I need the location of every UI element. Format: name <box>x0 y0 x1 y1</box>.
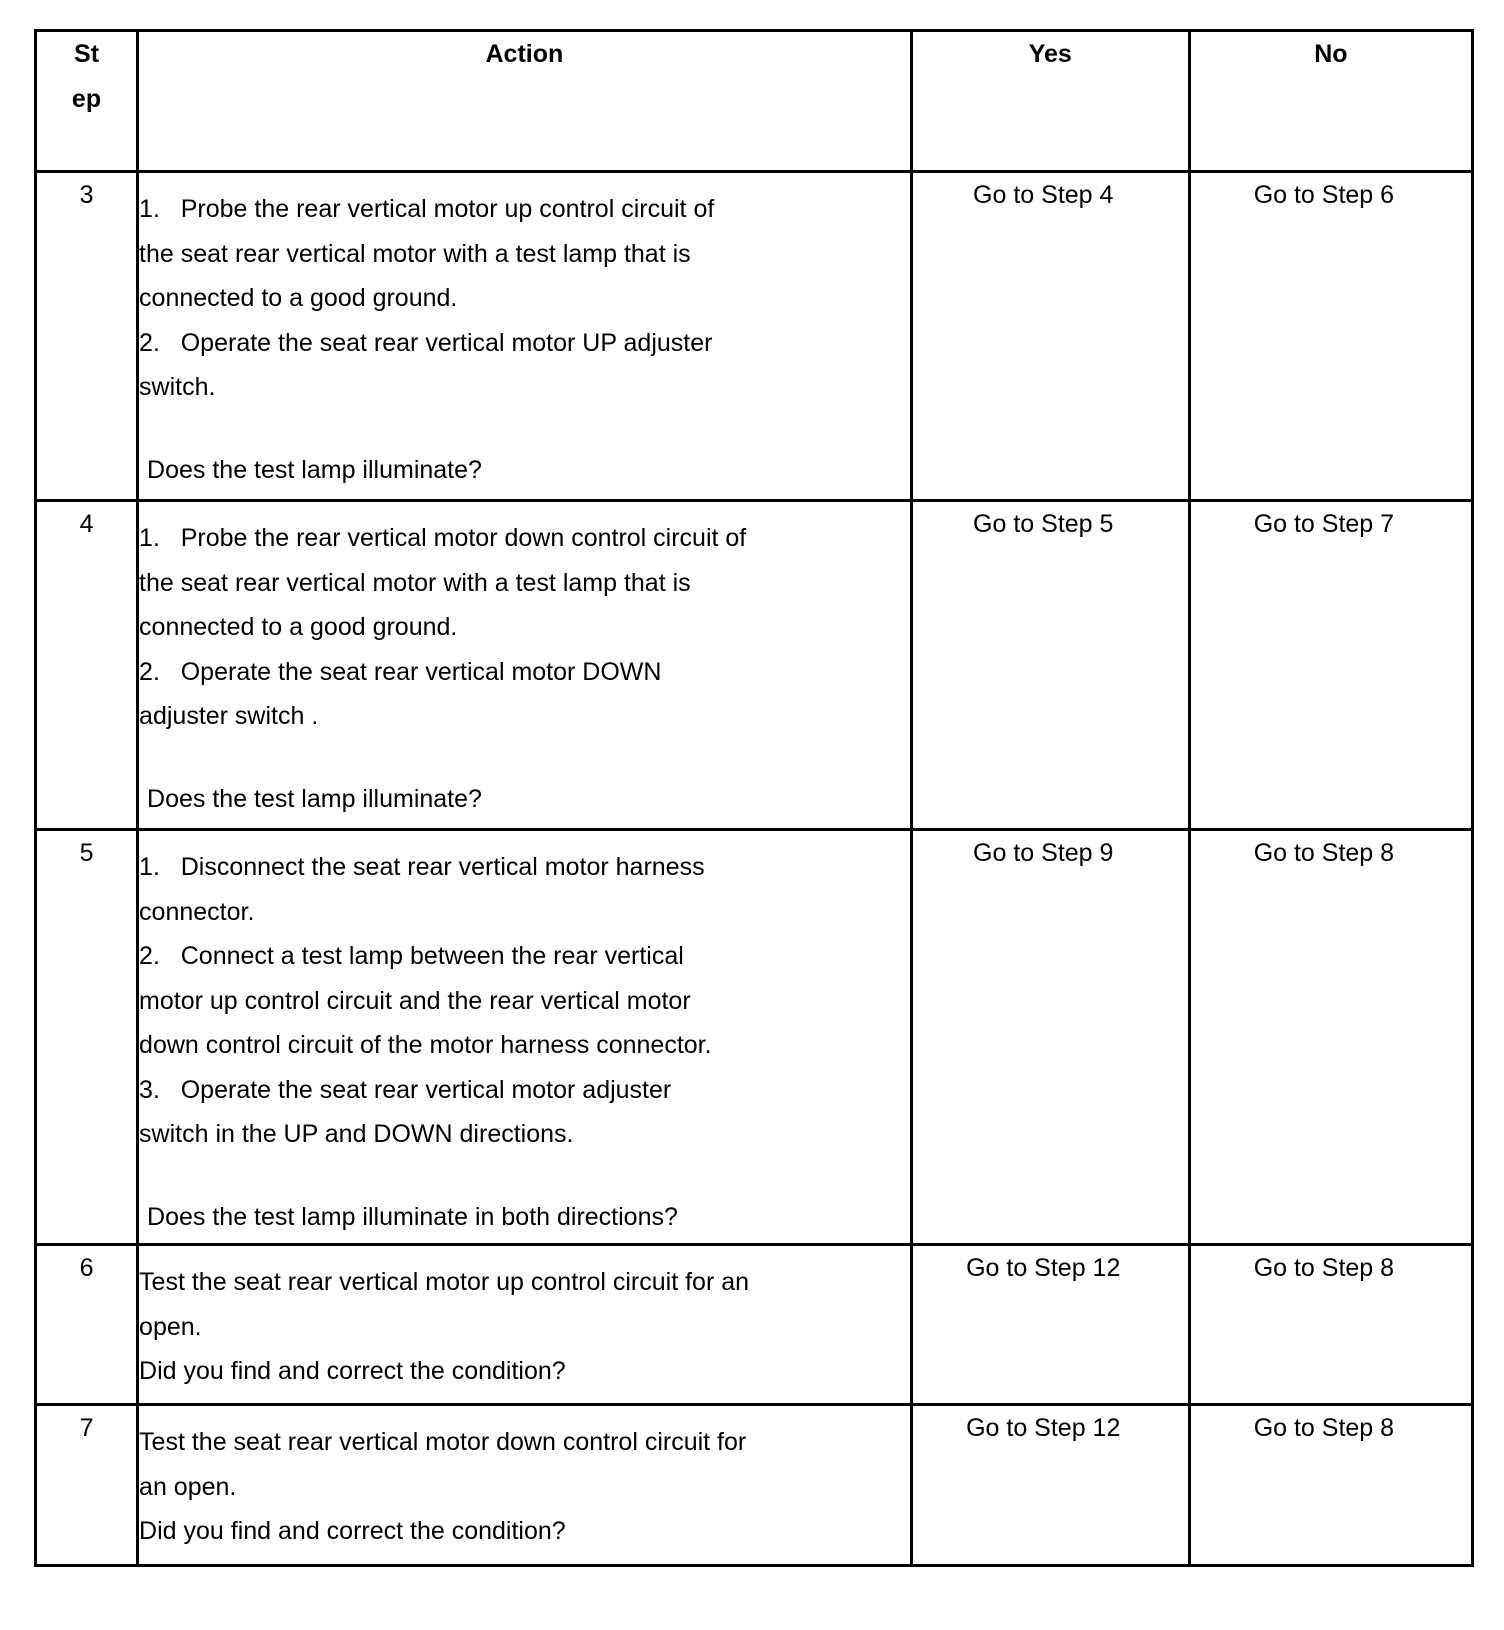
action-cell <box>138 172 912 501</box>
no-result <box>1189 501 1472 830</box>
yes-column-header: Yes <box>911 31 1189 172</box>
step-number: 3 <box>36 172 138 501</box>
instruction-line: 2. Operate the seat rear vertical motor UP adjuster <box>139 328 713 357</box>
yes-result <box>911 1405 1189 1566</box>
action-cell <box>138 1405 912 1566</box>
question-text: Does the test lamp illuminate? <box>147 455 482 484</box>
action-column-header: Action <box>138 31 912 172</box>
yes-result-text: Go to Step 4 <box>973 181 1114 209</box>
instruction-line: 2. Operate the seat rear vertical motor DOWN <box>139 657 662 686</box>
instruction-line: connected to a good ground. <box>139 284 458 312</box>
yes-result-text: Go to Step 5 <box>973 510 1114 538</box>
no-result-text: Go to Step 7 <box>1253 510 1395 538</box>
instruction-line: switch in the UP and DOWN directions. <box>139 1120 574 1148</box>
yes-result <box>911 172 1189 501</box>
no-column-header: No <box>1189 31 1472 172</box>
action-cell <box>138 830 912 1245</box>
no-result <box>1189 1405 1472 1566</box>
instruction-line: 2. Connect a test lamp between the rear vertical <box>139 942 684 970</box>
table-row <box>36 501 1473 830</box>
instruction-line: 1. Probe the rear vertical motor up control circuit of <box>139 195 715 223</box>
action-cell <box>138 1245 912 1405</box>
no-result <box>1189 1245 1472 1405</box>
instruction-line: adjuster switch . <box>139 702 319 730</box>
instruction-line: the seat rear vertical motor with a test lamp that is <box>139 568 691 597</box>
yes-result <box>911 830 1189 1245</box>
step-number: 6 <box>36 1245 138 1405</box>
instruction-line: down control circuit of the motor harness connector. <box>139 1031 712 1059</box>
instruction-line: 1. Probe the rear vertical motor down control circuit of <box>139 524 747 552</box>
yes-result <box>911 501 1189 830</box>
step-column-header <box>36 31 138 172</box>
step-number: 7 <box>36 1405 138 1566</box>
table-row <box>36 172 1473 501</box>
yes-result <box>911 1245 1189 1405</box>
question-text: Does the test lamp illuminate in both directions? <box>147 1202 678 1231</box>
no-result-text: Go to Step 8 <box>1253 839 1395 867</box>
header-row <box>36 31 1473 172</box>
no-result-text: Go to Step 8 <box>1253 1254 1395 1282</box>
no-result-text: Go to Step 6 <box>1253 181 1395 209</box>
instruction-line: open. <box>139 1312 202 1341</box>
instruction-line: Test the seat rear vertical motor up control circuit for an <box>139 1268 750 1296</box>
instruction-line: Test the seat rear vertical motor down control circuit for <box>139 1428 747 1456</box>
table-row <box>36 830 1473 1245</box>
instruction-line: switch. <box>139 373 216 401</box>
yes-result-text: Go to Step 12 <box>966 1414 1121 1442</box>
table-row <box>36 1245 1473 1405</box>
instruction-line: the seat rear vertical motor with a test lamp that is <box>139 239 691 268</box>
instruction-line: motor up control circuit and the rear vertical motor <box>139 986 691 1015</box>
table-row <box>36 1405 1473 1566</box>
instruction-line: 3. Operate the seat rear vertical motor adjuster <box>139 1075 672 1104</box>
instruction-line: 1. Disconnect the seat rear vertical motor harness <box>139 853 705 881</box>
no-result-text: Go to Step 8 <box>1253 1414 1395 1442</box>
question-text: Does the test lamp illuminate? <box>147 784 482 813</box>
instruction-line: connector. <box>139 897 255 926</box>
action-cell <box>138 501 912 830</box>
step-number: 5 <box>36 830 138 1245</box>
no-result <box>1189 172 1472 501</box>
no-result <box>1189 830 1472 1245</box>
step-number: 4 <box>36 501 138 830</box>
diagnostic-table <box>34 29 1474 1567</box>
instruction-line: connected to a good ground. <box>139 613 458 641</box>
instruction-line: an open. <box>139 1472 237 1501</box>
question-text: Did you find and correct the condition? <box>139 1517 566 1545</box>
step-header-line-1: St <box>74 40 100 68</box>
question-text: Did you find and correct the condition? <box>139 1357 566 1385</box>
step-header-line-2: ep <box>71 84 102 113</box>
yes-result-text: Go to Step 9 <box>973 839 1114 867</box>
yes-result-text: Go to Step 12 <box>966 1254 1121 1282</box>
